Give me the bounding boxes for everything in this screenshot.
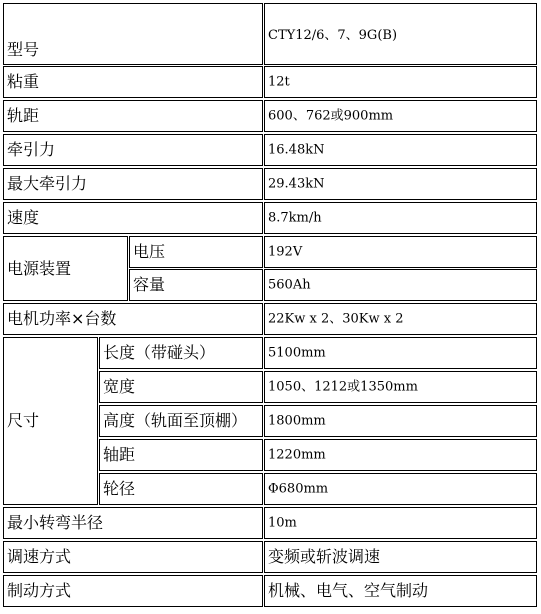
row-wheel-dia-label xyxy=(99,473,263,505)
row-voltage-label xyxy=(129,236,263,268)
cell-text: 电机功率×台数 xyxy=(7,309,117,328)
cell-text: 560Ah xyxy=(268,277,311,293)
cell-text: 宽度 xyxy=(103,377,136,396)
cell-text: 变频或斩波调速 xyxy=(268,547,381,566)
row-speed-ctrl-value xyxy=(264,541,537,573)
row-wheelbase-value xyxy=(264,439,537,471)
row-turn-radius-value xyxy=(264,507,537,539)
row-speed-value xyxy=(264,202,537,234)
cell-text: 轨距 xyxy=(7,106,40,125)
cell-text: 型号 xyxy=(7,40,40,59)
row-wheel-dia-value xyxy=(264,473,537,505)
row-max-traction-label xyxy=(3,168,263,200)
row-length-value xyxy=(264,337,537,369)
cell-text: 尺寸 xyxy=(7,411,40,430)
row-width-label xyxy=(99,371,263,403)
cell-text: 轴距 xyxy=(103,445,136,464)
cell-text: 16.48kN xyxy=(268,142,325,158)
cell-text: 速度 xyxy=(7,208,40,227)
row-speed-label xyxy=(3,202,263,234)
row-capacity-value xyxy=(264,269,537,301)
cell-text: 调速方式 xyxy=(7,547,72,566)
cell-text: 600、762或900mm xyxy=(268,108,394,124)
cell-text: 最小转弯半径 xyxy=(7,513,104,532)
row-model-label xyxy=(3,3,263,65)
cell-text: 粘重 xyxy=(7,72,40,91)
row-brake-label xyxy=(3,575,263,607)
cell-text: 长度（带碰头） xyxy=(103,343,216,362)
cell-text: Φ680mm xyxy=(268,481,329,497)
row-gauge-value xyxy=(264,100,537,132)
row-max-traction-value xyxy=(264,168,537,200)
cell-text: 轮径 xyxy=(103,479,136,498)
row-dimensions-label xyxy=(3,337,98,505)
row-motor-value xyxy=(264,303,537,335)
cell-text: 1220mm xyxy=(268,447,326,463)
row-gauge-label xyxy=(3,100,263,132)
cell-text: 最大牵引力 xyxy=(7,174,88,193)
row-motor-label xyxy=(3,303,263,335)
cell-text: 高度（轨面至顶棚） xyxy=(103,411,248,430)
row-turn-radius-label xyxy=(3,507,263,539)
cell-text: 5100mm xyxy=(268,345,326,361)
row-capacity-label xyxy=(129,269,263,301)
cell-text: 电源装置 xyxy=(7,258,72,278)
row-width-value xyxy=(264,371,537,403)
cell-text: 电压 xyxy=(133,242,166,261)
row-voltage-value xyxy=(264,236,537,268)
cell-text: 8.7km/h xyxy=(268,210,322,226)
row-adhesion-label xyxy=(3,66,263,98)
cell-text: 22Kw x 2、30Kw x 2 xyxy=(268,311,404,327)
cell-text: 机械、电气、空气制动 xyxy=(268,581,429,600)
row-length-label xyxy=(99,337,263,369)
row-traction-value xyxy=(264,134,537,166)
row-height-label xyxy=(99,405,263,437)
cell-text: 容量 xyxy=(133,275,166,294)
cell-text: 10m xyxy=(268,515,297,531)
cell-text: 制动方式 xyxy=(7,581,72,600)
row-wheelbase-label xyxy=(99,439,263,471)
row-model-value xyxy=(264,3,537,65)
cell-text: 192V xyxy=(268,244,303,260)
row-power-supply-label xyxy=(3,236,128,301)
row-traction-label xyxy=(3,134,263,166)
row-adhesion-value xyxy=(264,66,537,98)
cell-text: 12t xyxy=(268,74,290,90)
cell-text: 1800mm xyxy=(268,413,326,429)
cell-text: 牵引力 xyxy=(7,140,56,159)
row-brake-value xyxy=(264,575,537,607)
cell-text: CTY12/6、7、9G(B) xyxy=(268,28,398,43)
cell-text: 29.43kN xyxy=(268,176,325,192)
cell-text: 1050、1212或1350mm xyxy=(268,379,418,395)
row-height-value xyxy=(264,405,537,437)
row-speed-ctrl-label xyxy=(3,541,263,573)
